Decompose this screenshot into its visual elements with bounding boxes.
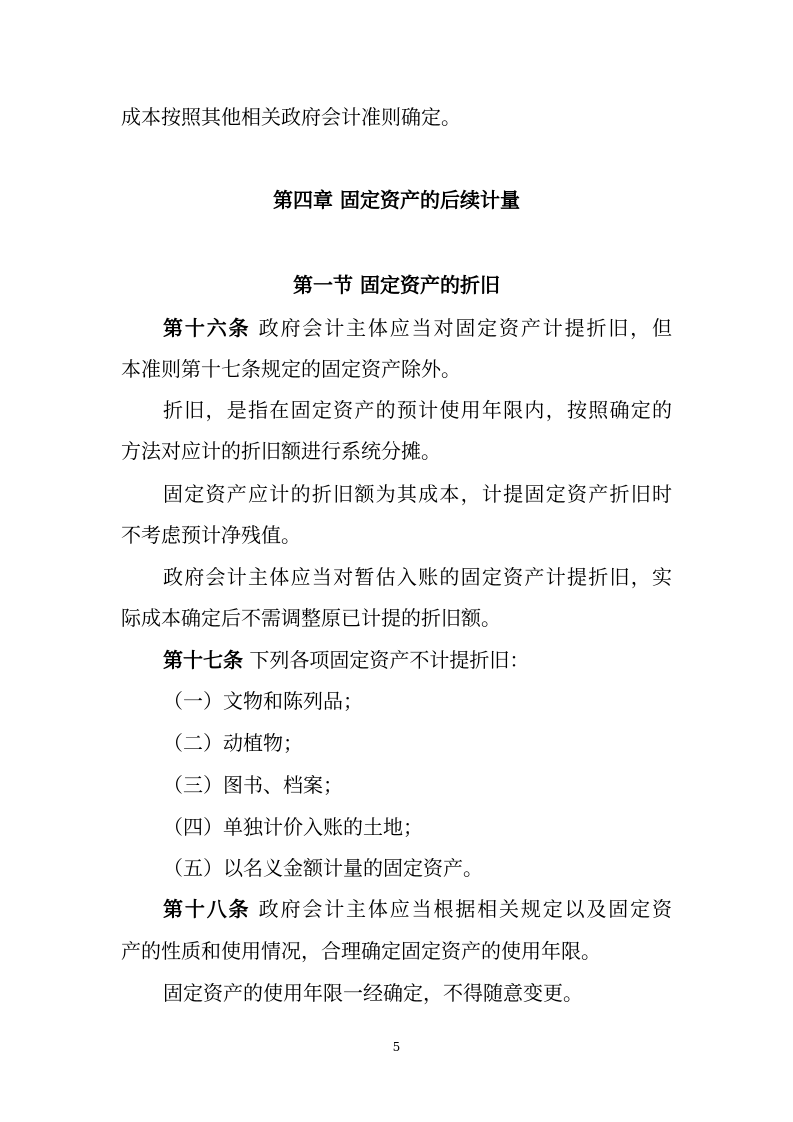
paragraph-line: 折旧，是指在固定资产的预计使用年限内，按照确定的 xyxy=(163,398,672,422)
article-16-line xyxy=(163,316,672,340)
paragraph-line: 产的性质和使用情况，合理确定固定资产的使用年限。 xyxy=(121,939,601,963)
paragraph-line: 不考虑预计净残值。 xyxy=(121,523,301,547)
paragraph-line: 固定资产应计的折旧额为其成本，计提固定资产折旧时 xyxy=(163,482,672,506)
article-18-text: 政府会计主体应当根据相关规定以及固定资 xyxy=(258,897,673,921)
article-18-line xyxy=(163,897,672,921)
article-17-text: 下列各项固定资产不计提折旧： xyxy=(249,648,530,672)
chapter-heading: 第四章 固定资产的后续计量 xyxy=(273,188,520,212)
article-16-label: 第十六条 xyxy=(163,316,251,340)
paragraph-line: 际成本确定后不需调整原已计提的折旧额。 xyxy=(121,606,501,630)
paragraph-line: 成本按照其他相关政府会计准则确定。 xyxy=(121,105,461,129)
list-item: （五）以名义金额计量的固定资产。 xyxy=(163,856,483,880)
list-item: （一）文物和陈列品； xyxy=(163,689,363,713)
article-17-label: 第十七条 xyxy=(163,648,243,672)
list-item: （四）单独计价入账的土地； xyxy=(163,815,423,839)
article-16-text: 政府会计主体应当对固定资产计提折旧，但 xyxy=(258,316,673,340)
section-heading: 第一节 固定资产的折旧 xyxy=(293,273,500,297)
page-number: 5 xyxy=(392,1040,401,1054)
paragraph-line: 政府会计主体应当对暂估入账的固定资产计提折旧，实 xyxy=(163,565,672,589)
paragraph-line: 方法对应计的折旧额进行系统分摊。 xyxy=(121,439,441,463)
article-18-label: 第十八条 xyxy=(163,897,251,921)
paragraph-line: 本准则第十七条规定的固定资产除外。 xyxy=(121,357,461,381)
paragraph-line: 固定资产的使用年限一经确定，不得随意变更。 xyxy=(163,981,583,1005)
article-17-line xyxy=(163,648,672,672)
list-item: （二）动植物； xyxy=(163,731,303,755)
list-item: （三）图书、档案； xyxy=(163,773,343,797)
